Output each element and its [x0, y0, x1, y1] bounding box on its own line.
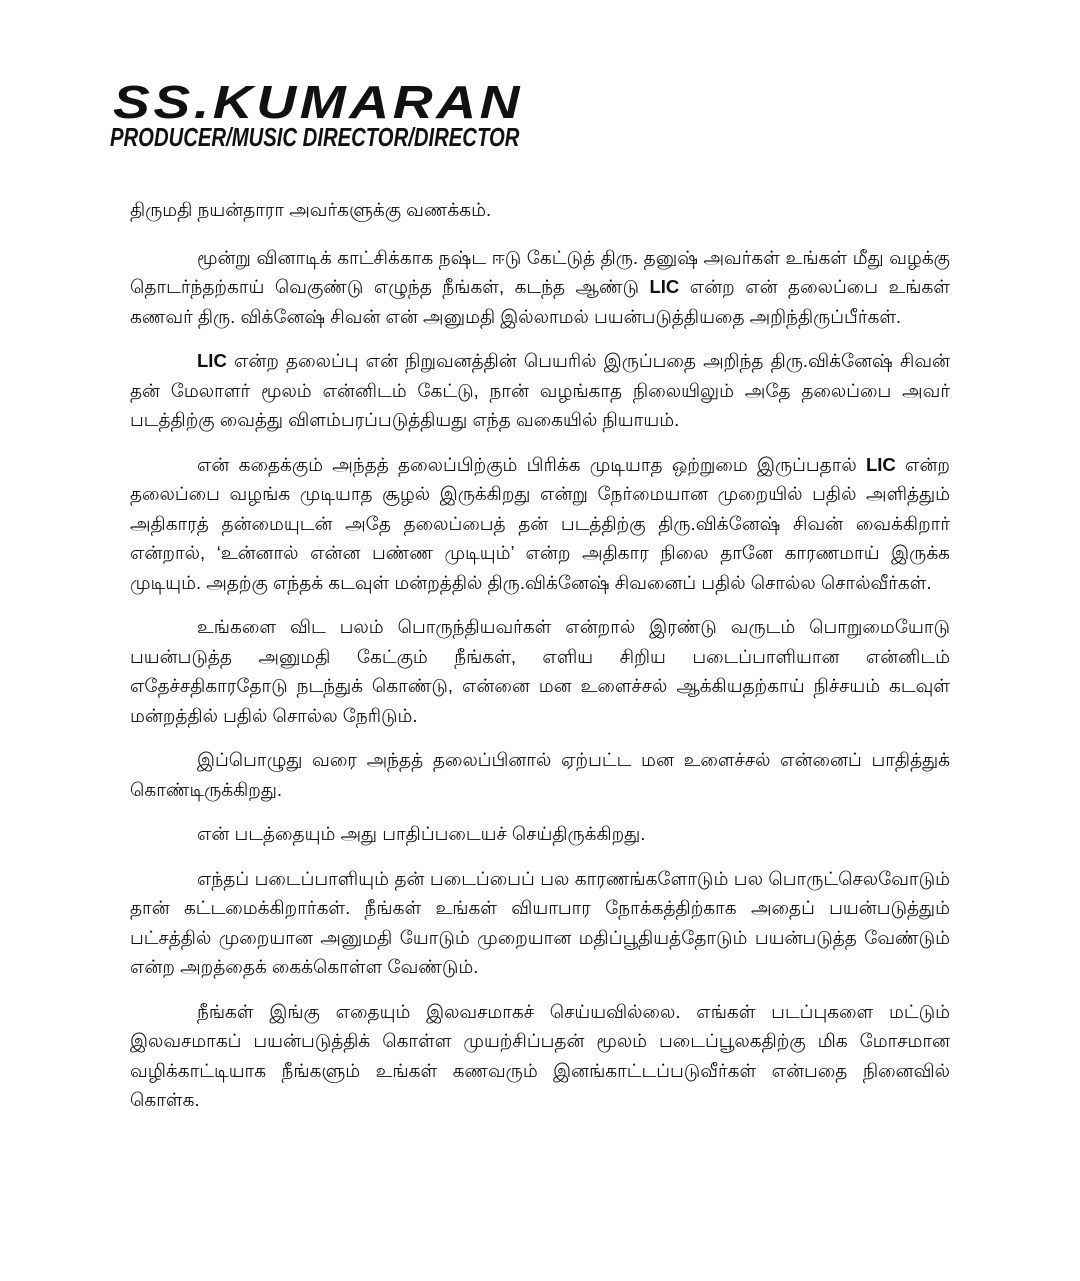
paragraph-text: மூன்று வினாடிக் காட்சிக்காக நஷ்ட ஈடு கேட்டுத் திரு. தனுஷ் அவர்கள் உங்கள் மீது வழக்கு தொடர்ந்தற்காய் வெகுண்டு எழுந்த நீங்கள், கடந்த ஆண்டு [130, 246, 950, 297]
letter-body [130, 195, 950, 1130]
paragraph-text: என்ற தலைப்பை வழங்க முடியாத சூழல் இருக்கிறது என்று நேர்மையான முறையில் பதில் அளித்தும் அதிகாரத் தன்மையுடன் அதே தலைப்பைத் தன் படத்திற்கு திரு.விக்னேஷ் சிவன் வைக்கிறார் என்றால், ‘உன்னால் என்ன பண்ண முடியும்’ என்ற அதிகார நிலை தானே காரணமாய் இருக்க முடியும். அதற்கு எந்தக் கடவுள் மன்றத்தில் திரு.விக்னேஷ் சிவனைப் பதில் சொல்ல சொல்வீர்கள். [130, 453, 950, 593]
paragraph-7 [130, 864, 950, 982]
paragraph-text: நீங்கள் இங்கு எதையும் இலவசமாகச் செய்யவில்லை. எங்கள் படப்புகளை மட்டும் இலவசமாகப் பயன்படுத்திக் கொள்ள முயற்சிப்பதன் மூலம் படைப்பூலகதிற்கு மிக மோசமான வழிக்காட்டியாக நீங்களும் உங்கள் கணவரும் இனங்காட்டப்படுவீர்கள் என்பதை நினைவில் கொள்க. [130, 1000, 950, 1110]
paragraph-text: உங்களை விட பலம் பொருந்தியவர்கள் என்றால் இரண்டு வருடம் பொறுமையோடு பயன்படுத்த அனுமதி கேட்கும் நீங்கள், எளிய சிறிய படைப்பாளியான என்னிடம் எதேச்சதிகாரதோடு நடந்துக் கொண்டு, என்னை மன உளைச்சல் ஆக்கியதற்காய் நிச்சயம் கடவுள் மன்றத்தில் பதில் சொல்ல நேரிடும். [130, 616, 950, 726]
paragraph-text: என்ற தலைப்பு என் நிறுவனத்தின் பெயரில் இருப்பதை அறிந்த திரு.விக்னேஷ் சிவன் தன் மேலாளர் மூலம் என்னிடம் கேட்டு, நான் வழங்காத நிலையிலும் அதே தலைப்பை அவர் படத்திற்கு வைத்து விளம்பரப்படுத்தியது எந்த வகையில் நியாயம். [130, 350, 950, 430]
title-lic: LIC [197, 350, 227, 371]
salutation: திருமதி நயன்தாரா அவர்களுக்கு வணக்கம். [130, 199, 492, 220]
paragraph-text: இப்பொழுது வரை அந்தத் தலைப்பினால் ஏற்பட்ட மன உளைச்சல் என்னைப் பாதித்துக் கொண்டிருக்கிறது. [130, 749, 950, 800]
paragraph-2 [130, 346, 950, 435]
title-lic: LIC [865, 453, 896, 475]
paragraph-text: என் படத்தையும் அது பாதிப்படையச் செய்திருக்கிறது. [197, 823, 646, 844]
paragraph-text: எந்தப் படைப்பாளியும் தன் படைப்பைப் பல காரணங்களோடும் பல பொருட்செலவோடும் தான் கட்டமைக்கிறார்கள். நீங்கள் உங்கள் வியாபார நோக்கத்திற்காக அதைப் பயன்படுத்தும் பட்சத்தில் முறையான அனுமதி யோடும் முறையான மதிப்பூதியத்தோடும் பயன்படுத்த வேண்டும் என்ற அறத்தைக் கைக்கொள்ள வேண்டும். [130, 867, 950, 977]
paragraph-5 [130, 745, 950, 804]
paragraph-1 [130, 243, 950, 332]
paragraph-6 [130, 819, 950, 849]
letterhead-name: SS.KUMARAN [113, 76, 524, 128]
paragraph-text: என் கதைக்கும் அந்தத் தலைப்பிற்கும் பிரிக்க முடியாத ஒற்றுமை இருப்பதால் [197, 453, 866, 475]
paragraph-3 [130, 450, 950, 598]
paragraph-8 [130, 997, 950, 1115]
title-lic: LIC [649, 276, 680, 297]
letterhead-roles: PRODUCER/MUSIC DIRECTOR/DIRECTOR [110, 122, 520, 152]
paragraph-4 [130, 612, 950, 730]
paragraph-text: என்ற என் தலைப்பை உங்கள் கணவர் திரு. விக்னேஷ் சிவன் என் அனுமதி இல்லாமல் பயன்படுத்தியதை அறிந்திருப்பீர்கள். [130, 276, 950, 327]
